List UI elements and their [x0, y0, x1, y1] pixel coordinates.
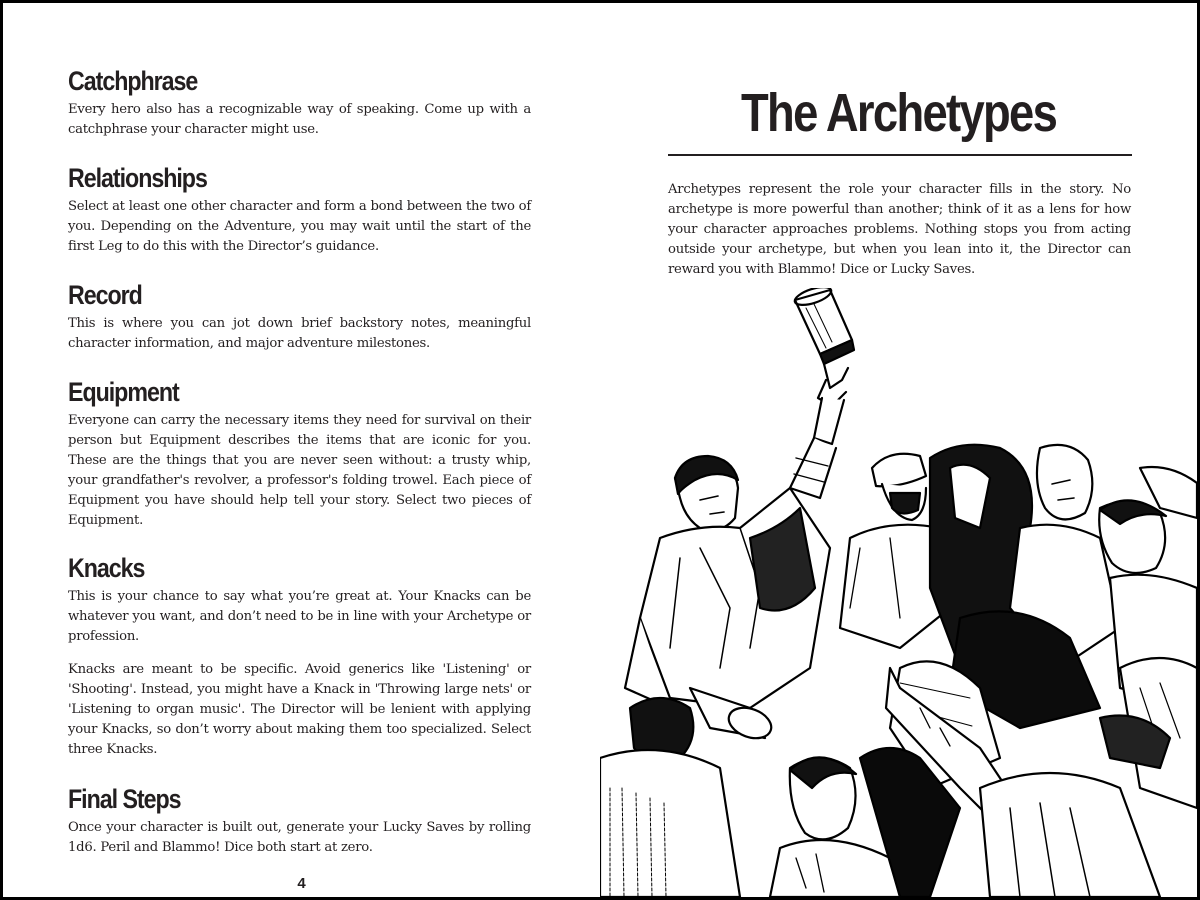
section-heading: Record — [68, 280, 142, 310]
section-final-steps — [68, 783, 531, 858]
crowd-brawl-illustration — [600, 288, 1197, 897]
chapter-title-wrap — [600, 81, 1197, 145]
section-heading: Relationships — [68, 163, 207, 193]
book-spread — [3, 3, 1197, 897]
right-page — [600, 3, 1197, 897]
section-catchphrase — [68, 65, 531, 140]
section-body: Select at least one other character and form a bond between the two of you. Depending on the Adventure, you may wait until the start of the first Leg to do this with the Director’s guidance. — [68, 199, 531, 254]
chapter-title: The Archetypes — [740, 83, 1057, 143]
section-body: Once your character is built out, generate your Lucky Saves by rolling 1d6. Peril and Blammo! Dice both start at zero. — [68, 820, 531, 855]
section-body: This is where you can jot down brief backstory notes, meaningful character information, and major adventure milestones. — [68, 316, 531, 351]
section-knacks — [68, 552, 531, 760]
kneeling-man-figure — [600, 688, 775, 897]
section-relationships — [68, 162, 531, 257]
left-page — [3, 3, 600, 897]
section-body: Every hero also has a recognizable way of speaking. Come up with a catchphrase your character might use. — [68, 102, 531, 137]
section-heading: Final Steps — [68, 784, 181, 814]
section-heading: Equipment — [68, 377, 179, 407]
title-divider — [668, 154, 1132, 156]
section-heading: Catchphrase — [68, 66, 198, 96]
jar-illustration — [793, 288, 854, 364]
section-body: This is your chance to say what you’re great at. Your Knacks can be whatever you want, and don’t need to be in line with your Archetype or profession. — [68, 589, 531, 644]
section-record — [68, 279, 531, 354]
section-body: Knacks are meant to be specific. Avoid generics like 'Listening' or 'Shooting'. Instead, you might have a Knack in 'Throwing large nets' or 'Listening to organ music'. The Director will be lenient with applying your Knacks, so don’t worry about making them too specialized. Select three Knacks. — [68, 662, 531, 757]
hero-figure — [625, 456, 830, 708]
chapter-intro: Archetypes represent the role your character fills in the story. No archetype is more powerful than another; think of it as a lens for how your character approaches problems. Nothing stops you from acting outside your archetype, but when you lean into it, the Director can reward you with Blammo! Dice or Lucky Saves. — [668, 182, 1131, 277]
section-heading: Knacks — [68, 553, 145, 583]
section-equipment — [68, 376, 531, 531]
page-number: 4 — [297, 875, 306, 892]
section-body: Everyone can carry the necessary items they need for survival on their person but Equipment describes the items that are iconic for you. These are the things that you are never seen without: a trusty whip, your grandfather's revolver, a professor's folding trowel. Each piece of Equipment you have should help tell your story. Select two pieces of Equipment. — [68, 413, 531, 528]
